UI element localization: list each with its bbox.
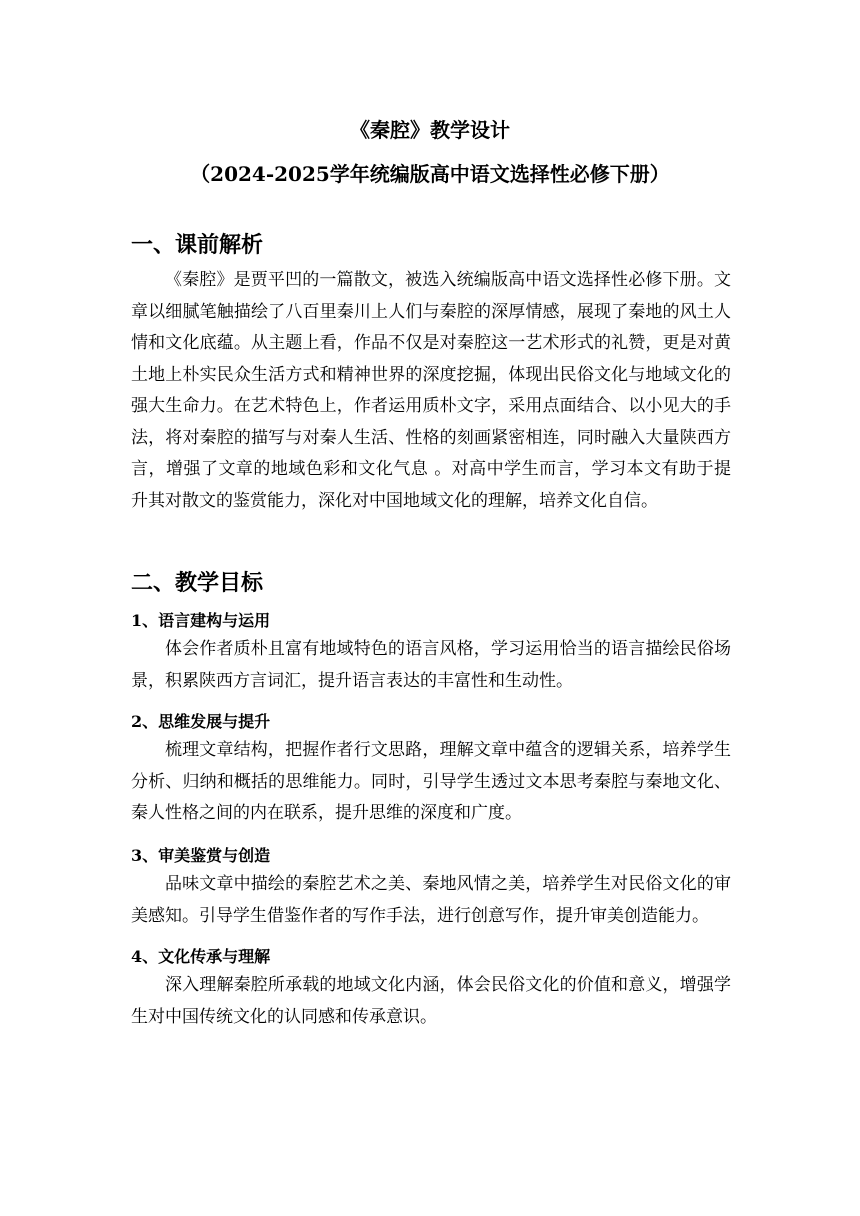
document-subtitle: （2024-2025学年统编版高中语文选择性必修下册） bbox=[190, 162, 670, 186]
section-heading-pre-lesson-analysis: 一、课前解析 bbox=[131, 232, 264, 258]
goal-label-aesthetics: 3、审美鉴赏与创造 bbox=[131, 846, 271, 865]
goal-label-thinking: 2、思维发展与提升 bbox=[131, 712, 271, 731]
goal-text-language: 体会作者质朴且富有地域特色的语言风格，学习运用恰当的语言描绘民俗场景，积累陕西方言词汇，提升语言表达的丰富性和生动性。 bbox=[131, 639, 731, 691]
goal-label-culture: 4、文化传承与理解 bbox=[131, 947, 271, 966]
goal-text-culture: 深入理解秦腔所承载的地域文化内涵，体会民俗文化的价值和意义，增强学生对中国传统文化的认同感和传承意识。 bbox=[131, 975, 731, 1027]
pre-lesson-analysis-paragraph: 《秦腔》是贾平凹的一篇散文，被选入统编版高中语文选择性必修下册。文章以细腻笔触描绘了八百里秦川上人们与秦腔的深厚情感，展现了秦地的风土人情和文化底蕴。从主题上看，作品不仅是对秦腔这一艺术形式的礼赞，更是对黄土地上朴实民众生活方式和精神世界的深度挖掘，体现出民俗文化与地域文化的强大生命力。在艺术特色上，作者运用质朴文字，采用点面结合、以小见大的手法，将对秦腔的描写与对秦人生活、性格的刻画紧密相连，同时融入大量陕西方言，增强了文章的地域色彩和文化气息 。对高中学生而言，学习本文有助于提升其对散文的鉴赏能力，深化对中国地域文化的理解，培养文化自信。 bbox=[131, 270, 731, 511]
goal-text-aesthetics: 品味文章中描绘的秦腔艺术之美、秦地风情之美，培养学生对民俗文化的审美感知。引导学生借鉴作者的写作手法，进行创意写作，提升审美创造能力。 bbox=[131, 874, 731, 926]
document-title: 《秦腔》教学设计 bbox=[350, 118, 510, 142]
goal-text-thinking: 梳理文章结构，把握作者行文思路，理解文章中蕴含的逻辑关系，培养学生分析、归纳和概括的思维能力。同时，引导学生透过文本思考秦腔与秦地文化、秦人性格之间的内在联系，提升思维的深度和广度。 bbox=[131, 740, 731, 823]
section-heading-teaching-goals: 二、教学目标 bbox=[131, 570, 264, 596]
goal-label-language: 1、语言建构与运用 bbox=[131, 611, 271, 630]
